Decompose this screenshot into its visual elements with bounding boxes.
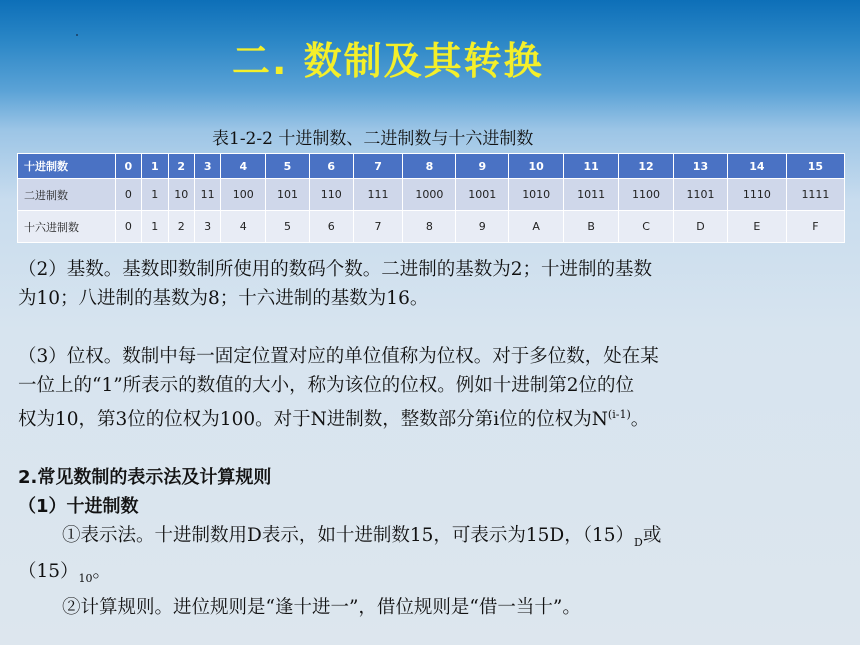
table-cell: 5 — [266, 211, 310, 243]
item1-line2: $(15)_{10}$。 — [18, 561, 112, 585]
table-cell: 2 — [168, 154, 194, 179]
row-label: 二进制数 — [18, 179, 116, 211]
table-cell: D — [674, 211, 728, 243]
table-cell: 8 — [403, 154, 456, 179]
table-cell: 10 — [168, 179, 194, 211]
item1-line1: ①表示法。十进制数用D表示，如十进制数15，可表示为15D，$(15)_D$或 — [62, 525, 662, 549]
table-cell: 1 — [142, 154, 168, 179]
table-cell: 1001 — [456, 179, 509, 211]
table-cell: 9 — [456, 154, 509, 179]
number-system-table — [17, 153, 845, 243]
table-cell: 1000 — [403, 179, 456, 211]
table-cell: 11 — [194, 179, 220, 211]
table-cell: 101 — [266, 179, 310, 211]
table-cell: 2 — [168, 211, 194, 243]
para-weight-line3: 权为10，第3位的位权为100。对于N进制数，整数部分第i位的位权为$N^{(i-1)}$。 — [18, 408, 650, 430]
para-radix-line1: （2）基数。基数即数制所使用的数码个数。二进制的基数为2；十进制的基数 — [18, 259, 653, 280]
table-cell: 11 — [564, 154, 619, 179]
table-cell: 9 — [456, 211, 509, 243]
para-weight-line2: 一位上的“1”所表示的数值的大小，称为该位的位权。例如十进制第2位的位 — [18, 375, 634, 396]
table-cell: 6 — [309, 154, 353, 179]
slide-body — [18, 255, 848, 622]
table-cell: 6 — [309, 211, 353, 243]
table-cell: 0 — [115, 179, 141, 211]
table-cell: 1111 — [786, 179, 844, 211]
table-cell: 4 — [221, 211, 266, 243]
section-subheading: （1）十进制数 — [18, 496, 139, 517]
table-cell: 10 — [509, 154, 564, 179]
table-cell: 8 — [403, 211, 456, 243]
table-cell: 100 — [221, 179, 266, 211]
item2-line: ②计算规则。进位规则是“逢十进一”，借位规则是“借一当十”。 — [62, 597, 581, 618]
table-cell: 3 — [194, 154, 220, 179]
table-row-decimal-row — [18, 154, 845, 179]
table-cell: 0 — [115, 154, 141, 179]
table-cell: F — [786, 211, 844, 243]
table-cell: 1 — [142, 179, 168, 211]
table-cell: C — [619, 211, 674, 243]
slide-title: 二. 数制及其转换 — [232, 39, 544, 83]
table-cell: 1101 — [674, 179, 728, 211]
table-cell: 13 — [674, 154, 728, 179]
para-radix-line2: 为10；八进制的基数为8；十六进制的基数为16。 — [18, 288, 429, 309]
para-weight-line1: （3）位权。数制中每一固定位置对应的单位值称为位权。对于多位数，处在某 — [18, 346, 659, 367]
table-cell: E — [727, 211, 786, 243]
table-cell: 110 — [309, 179, 353, 211]
table-cell: 7 — [353, 154, 403, 179]
table-cell: 14 — [727, 154, 786, 179]
table-cell: 0 — [115, 211, 141, 243]
table-cell: 12 — [619, 154, 674, 179]
section-heading: 2.常见数制的表示法及计算规则 — [18, 467, 272, 488]
table-cell: 15 — [786, 154, 844, 179]
table-cell: 1 — [142, 211, 168, 243]
row-label: 十进制数 — [18, 154, 116, 179]
table-cell: 1011 — [564, 179, 619, 211]
table-cell: 3 — [194, 211, 220, 243]
table-cell: 1110 — [727, 179, 786, 211]
table-row-binary-row — [18, 179, 845, 211]
table-cell: 111 — [353, 179, 403, 211]
table-cell: 4 — [221, 154, 266, 179]
table-row-hex-row — [18, 211, 845, 243]
table-cell: A — [509, 211, 564, 243]
table-cell: 7 — [353, 211, 403, 243]
table-cell: B — [564, 211, 619, 243]
decorative-dot — [76, 34, 78, 36]
table-cell: 5 — [266, 154, 310, 179]
table-cell: 1010 — [509, 179, 564, 211]
row-label: 十六进制数 — [18, 211, 116, 243]
table-cell: 1100 — [619, 179, 674, 211]
table-caption: 表1-2-2 十进制数、二进制数与十六进制数 — [212, 129, 534, 149]
